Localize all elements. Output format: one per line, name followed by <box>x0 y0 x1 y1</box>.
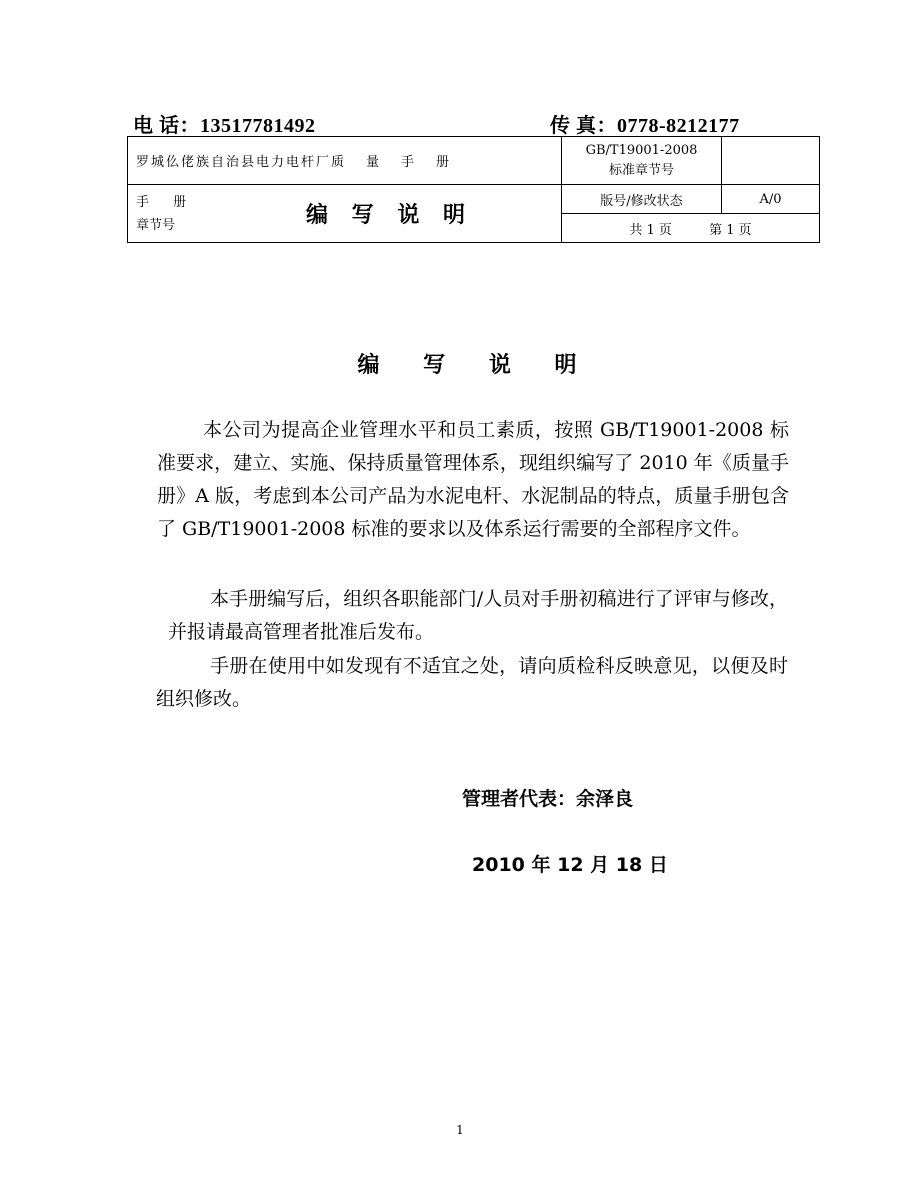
document-date: 2010 年 12 月 18 日 <box>472 854 668 876</box>
manual-word-1: 量 <box>366 155 382 170</box>
section-title-cell <box>128 185 562 243</box>
page-count-cell <box>562 214 820 243</box>
standard-label: 标准章节号 <box>608 162 674 178</box>
standard-value-cell <box>722 137 820 185</box>
manual-label: 手 册 <box>136 195 197 210</box>
total-pages: 共 1 页 <box>629 222 672 238</box>
document-title: 编 写 说 明 <box>357 352 595 378</box>
paragraph-review: 本手册编写后，组织各职能部门/人员对手册初稿进行了评审与修改，并报请最高管理者批准后发布。 <box>168 588 788 643</box>
manual-word-3: 册 <box>436 155 452 170</box>
company-manual-cell <box>128 137 562 185</box>
page-number: 1 <box>456 1123 464 1137</box>
company-name: 罗城仫佬族自治县电力电杆厂质 <box>136 155 347 170</box>
paragraph-intro: 本公司为提高企业管理水平和员工素质，按照 GB/T19001-2008 标准要求，建立、实施、保持质量管理体系，现组织编写了 2010 年《质量手册》A 版，考虑到本公司产品为水泥电杆、水泥制品的特点，质量手册包含了 GB/T19001-2008 标准的要求以及体系运行需要的全部程序文件。 <box>157 419 789 540</box>
chapter-label: 章节号 <box>136 218 176 233</box>
version-label: 版号/修改状态 <box>562 185 722 214</box>
manual-word-2: 手 <box>401 155 417 170</box>
section-title: 编 写 说 明 <box>306 202 473 228</box>
current-page: 第 1 页 <box>709 222 752 238</box>
version-value: A/0 <box>722 185 820 214</box>
standard-cell <box>562 137 722 185</box>
paragraph-feedback: 手册在使用中如发现有不适宜之处，请向质检科反映意见，以便及时组织修改。 <box>156 655 788 710</box>
fax-number: 传 真：0778-8212177 <box>550 115 740 137</box>
management-representative: 管理者代表：余泽良 <box>462 788 634 810</box>
document-header-table <box>127 136 820 243</box>
standard-code: GB/T19001-2008 <box>585 142 698 158</box>
phone-number: 电 话：13517781492 <box>133 115 316 137</box>
